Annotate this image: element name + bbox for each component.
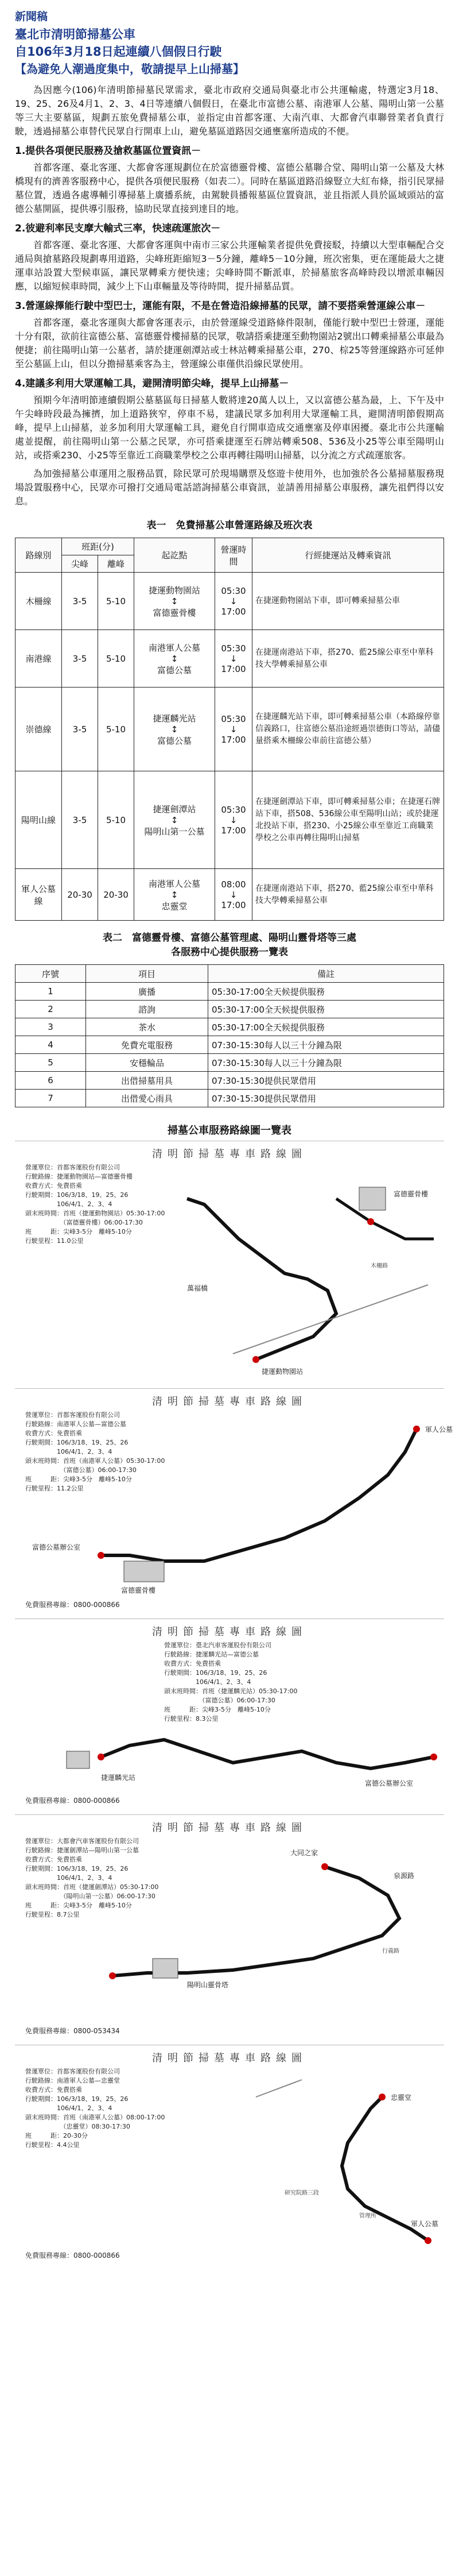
row-no: 1 xyxy=(15,983,86,1001)
section-2 xyxy=(15,222,444,293)
news-label: 新聞稿 xyxy=(15,10,48,23)
hours-cell xyxy=(215,869,252,921)
table1-caption: 表一 免費掃墓公車營運路線及班次表 xyxy=(146,520,313,531)
hours-cell xyxy=(215,630,252,688)
table-row xyxy=(15,1054,444,1072)
info-line: 行駛期間：106/3/18、19、25、26 xyxy=(164,1669,267,1677)
hours-end: 17:00 xyxy=(221,663,246,674)
map-label: 行義路 xyxy=(382,1948,399,1955)
info-line: 行駛里程：8.7公里 xyxy=(25,1911,80,1918)
stop-marker xyxy=(109,1972,116,1979)
info-line: 頭末班時間：首班（南港軍人公墓）08:00-17:00 xyxy=(25,2114,165,2121)
row-item: 廣播 xyxy=(86,983,208,1001)
info-line: 行駛期間：106/3/18、19、25、26 xyxy=(25,2095,129,2103)
col-hours: 營運時間 xyxy=(215,538,252,573)
service-hotline: 免費服務專線：0800-053434 xyxy=(25,2027,120,2035)
info-line: 行駛里程：11.2公里 xyxy=(25,1485,84,1492)
stop-marker xyxy=(98,1754,104,1760)
stop-start: 捷運劍潭站 xyxy=(153,804,196,814)
map-heading: 清明節掃墓專車路線圖 xyxy=(152,1822,307,1834)
service-hotline: 免費服務專線：0800-000866 xyxy=(25,2251,120,2260)
offpeak-headway: 5-10 xyxy=(98,771,134,869)
info-line: 106/4/1、2、3、4 xyxy=(164,1678,251,1686)
table-row xyxy=(15,869,444,921)
section-title: 1.提供各項便民服務及搶救墓區位置資訊－ xyxy=(15,145,201,157)
hours-start: 08:00 xyxy=(221,879,246,890)
hours-start: 05:30 xyxy=(221,643,246,654)
hours-cell xyxy=(215,573,252,630)
hours-cell xyxy=(215,688,252,771)
info-line: 收費方式：免費搭乘 xyxy=(25,1856,82,1863)
building-icon xyxy=(124,1561,164,1582)
info-line: 班 距：尖峰3-5分 離峰5-10分 xyxy=(25,1228,132,1235)
map-heading: 清明節掃墓專車路線圖 xyxy=(152,1148,307,1160)
row-note: 07:30-15:30每人以三十分鐘為限 xyxy=(208,1054,444,1072)
table-row xyxy=(15,1090,444,1107)
peak-headway: 3-5 xyxy=(62,688,98,771)
info-line: 行駛里程：4.4公里 xyxy=(25,2141,80,2149)
row-note: 07:30-15:30每人以三十分鐘為限 xyxy=(208,1036,444,1054)
info-line: 106/4/1、2、3、4 xyxy=(25,1448,112,1455)
row-no: 7 xyxy=(15,1090,86,1107)
stop-marker xyxy=(430,1754,437,1760)
route-map-muzha xyxy=(15,1141,444,1382)
route-name: 陽明山線 xyxy=(15,771,62,869)
col-item: 項目 xyxy=(86,965,208,983)
peak-headway: 20-30 xyxy=(62,869,98,921)
row-no: 5 xyxy=(15,1054,86,1072)
building-icon xyxy=(153,1959,178,1978)
row-item: 茶水 xyxy=(86,1018,208,1036)
stop-marker xyxy=(425,2237,431,2244)
info-line: 收費方式：免費搭乘 xyxy=(25,1182,82,1189)
info-line: 營運單位：大都會汽車客運股份有限公司 xyxy=(25,1837,139,1845)
info-line: 106/4/1、2、3、4 xyxy=(25,1874,112,1882)
map-label: 捷運動物園站 xyxy=(262,1368,304,1376)
hours-arrow: ↓ xyxy=(230,596,238,607)
map-label: 捷運麟光站 xyxy=(101,1774,136,1782)
stop-end: 富德公墓 xyxy=(157,665,192,675)
section-body: 預期今年清明節連續假期公墓墓區每日掃墓人數將達20萬人以上，又以富德公墓為最，上、下午及中午尖峰時段最為擁擠，加上道路狹窄，停車不易，建議民眾多加利用大眾運輸工具，避開清明節假期高峰，提早上山掃墓，並多加利用大眾運輸工具，避免自行開車造成交通壅塞及停車困擾。臺北市公共運輸處並提醒，前往陽明山第一公墓之民眾，亦可搭乘捷運至石牌站轉乘508、536及小25等公車至陽明山站，或搭乘230、小25等至靠近工商職業學校之公車再轉往陽明山掃墓，以分流之方式疏運旅客。 xyxy=(15,395,444,461)
map-heading: 清明節掃墓專車路線圖 xyxy=(152,1396,307,1408)
map-label: 富德靈骨樓 xyxy=(121,1586,156,1594)
stop-start: 捷運動物園站 xyxy=(148,585,200,596)
info-line: 106/4/1、2、3、4 xyxy=(25,2104,112,2112)
transfer-note: 在捷運南港站下車，搭270、藍25線公車至中華科技大學轉乘掃墓公車 xyxy=(252,869,444,921)
table-row xyxy=(15,771,444,869)
stop-arrow: ↕ xyxy=(170,724,178,735)
stop-end: 忠靈堂 xyxy=(161,901,188,912)
row-item: 安穩輪品 xyxy=(86,1054,208,1072)
service-center-table xyxy=(15,964,444,1107)
stop-end: 富德公墓 xyxy=(157,735,192,746)
hours-start: 05:30 xyxy=(221,804,246,815)
map-label: 管理所 xyxy=(359,2213,376,2219)
section-3 xyxy=(15,299,444,371)
row-note: 05:30-17:00全天候提供服務 xyxy=(208,1001,444,1018)
transfer-note: 在捷運動物園站下車，即可轉乘掃墓公車 xyxy=(252,573,444,630)
section-body: 首都客運、臺北客運、大都會客運與中南市三家公共運輸業者提供免費接駁，持續以大型車輛配合交通局與搶墓路段規劃專用道路，尖峰班距縮短3－5分鐘，離峰5－10分鐘，班次密集，更在運能最大之捷運車站設置大型候車區，讓民眾轉乘方便快速；尖峰時間不斷派車，於掃墓旅客高峰時段以增派車輛因應，以縮短候車時間，減少上下山車輛量及等待時間，提升掃墓品質。 xyxy=(15,240,444,292)
row-no: 6 xyxy=(15,1072,86,1090)
table-row xyxy=(15,1001,444,1018)
route-map-yangmingshan xyxy=(15,1814,444,2039)
section-1 xyxy=(15,144,444,216)
headline: 臺北市清明節掃墓公車 xyxy=(15,28,135,41)
map-label: 木柵路 xyxy=(371,1263,388,1269)
table-row xyxy=(15,630,444,688)
info-line: 行駛期間：106/3/18、19、25、26 xyxy=(25,1865,129,1872)
stops-cell xyxy=(134,869,215,921)
col-start: 起訖點 xyxy=(134,538,215,573)
map-label: 軍人公墓 xyxy=(425,1426,453,1434)
section-4 xyxy=(15,377,444,508)
map-info xyxy=(164,1641,336,1724)
section-title: 4.建議多利用大眾運輸工具，避開清明節尖峰，提早上山掃墓－ xyxy=(15,378,289,389)
info-line: 班 距：20-30分 xyxy=(25,2132,88,2139)
stop-arrow: ↕ xyxy=(170,653,178,664)
offpeak-headway: 5-10 xyxy=(98,688,134,771)
row-no: 3 xyxy=(15,1018,86,1036)
table-row xyxy=(15,1072,444,1090)
map-label: 泉源路 xyxy=(394,1872,415,1880)
info-line: 行駛路線：南港軍人公墓—忠靈堂 xyxy=(25,2077,120,2084)
row-no: 4 xyxy=(15,1036,86,1054)
date-line: 自106年3月18日起連續八個假日行駛 xyxy=(15,45,222,59)
route-line xyxy=(342,2097,428,2241)
info-line: 班 距：尖峰3-5分 離峰5-10分 xyxy=(25,1902,132,1909)
stop-arrow: ↕ xyxy=(170,814,178,825)
table-row xyxy=(15,1036,444,1054)
route-line xyxy=(101,1740,434,1768)
table-row xyxy=(15,1018,444,1036)
offpeak-headway: 5-10 xyxy=(98,630,134,688)
row-no: 2 xyxy=(15,1001,86,1018)
info-line: 行駛路線：捷運麟光站—富德公墓 xyxy=(164,1651,259,1658)
info-line: （富德靈骨樓）06:00-17:30 xyxy=(25,1219,143,1226)
info-line: 頭末班時間：首班（捷運麟光站）05:30-17:00 xyxy=(164,1687,298,1695)
info-line: 收費方式：免費搭乘 xyxy=(25,2086,82,2094)
table-row xyxy=(15,573,444,630)
service-hotline: 免費服務專線：0800-000866 xyxy=(25,1601,120,1609)
info-line: （陽明山第一公墓）06:00-17:30 xyxy=(25,1893,155,1900)
stop-marker xyxy=(252,1356,259,1363)
stop-marker xyxy=(321,1863,328,1870)
route-map-military-cemetery xyxy=(15,2045,444,2264)
table2-caption: 表二 富德靈骨樓、富德公墓管理處、陽明山靈骨塔等三處 xyxy=(103,932,356,944)
map-label: 陽明山靈骨塔 xyxy=(187,1981,229,1989)
map-label: 忠靈堂 xyxy=(391,2094,412,2102)
row-note: 05:30-17:00全天候提供服務 xyxy=(208,983,444,1001)
route-map-nangang xyxy=(15,1388,453,1613)
info-line: 行駛期間：106/3/18、19、25、26 xyxy=(25,1439,129,1446)
hours-start: 05:30 xyxy=(221,713,246,724)
route-name: 崇德線 xyxy=(15,688,62,771)
hours-end: 17:00 xyxy=(221,825,246,836)
offpeak-headway: 5-10 xyxy=(98,573,134,630)
col-note: 備註 xyxy=(208,965,444,983)
stops-cell xyxy=(134,630,215,688)
hours-cell xyxy=(215,771,252,869)
info-line: （忠靈堂）08:30-17:30 xyxy=(25,2123,130,2130)
stop-marker xyxy=(413,1426,420,1432)
route-line xyxy=(187,1199,336,1360)
info-line: 頭末班時間：首班（南港軍人公墓）05:30-17:00 xyxy=(25,1457,165,1465)
route-name: 南港線 xyxy=(15,630,62,688)
peak-headway: 3-5 xyxy=(62,573,98,630)
info-line: 行駛里程：8.3公里 xyxy=(164,1715,219,1723)
info-line: 班 距：尖峰3-5分 離峰5-10分 xyxy=(164,1706,271,1713)
col-note: 行經捷運站及轉乘資訊 xyxy=(252,538,444,573)
map-heading: 清明節掃墓專車路線圖 xyxy=(152,2052,307,2064)
map-label: 富德靈骨樓 xyxy=(394,1190,429,1198)
info-line: 班 距：尖峰3-5分 離峰5-10分 xyxy=(25,1476,132,1483)
building-icon xyxy=(67,1751,90,1768)
hours-arrow: ↓ xyxy=(230,653,238,664)
transfer-note: 在捷運麟光站下車，即可轉乘掃墓公車（本路線停靠信義路口，往富德公墓沿途經過崇德街口等站，請儘量搭乘木柵線公車前往富德公墓） xyxy=(252,688,444,771)
row-note: 07:30-15:30提供民眾借用 xyxy=(208,1090,444,1107)
transfer-note: 在捷運劍潭站下車，即可轉乘掃墓公車；在捷運石牌站下車，搭508、536線公車至陽明山站；或於捷運北投站下車，搭230、小25線公車至靠近工商職業學校之公車再轉往陽明山掃墓 xyxy=(252,771,444,869)
table-row xyxy=(15,688,444,771)
map-label: 萬福橋 xyxy=(187,1284,208,1292)
col-headway: 班距(分) xyxy=(62,538,134,555)
slogan: 【為避免人潮過度集中，敬請提早上山掃墓】 xyxy=(15,62,244,76)
info-line: 營運單位：首都客運股份有限公司 xyxy=(25,1411,120,1419)
col-peak: 尖峰 xyxy=(62,555,98,573)
stop-end: 陽明山第一公墓 xyxy=(144,826,205,837)
info-line: 收費方式：免費搭乘 xyxy=(164,1660,221,1667)
map-heading: 清明節掃墓專車路線圖 xyxy=(152,1626,307,1638)
transfer-note: 在捷運南港站下車，搭270、藍25線公車至中華科技大學轉乘掃墓公車 xyxy=(252,630,444,688)
maps-section-title: 掃墓公車服務路線圖一覽表 xyxy=(168,1125,291,1137)
map-info xyxy=(25,1411,197,1493)
route-schedule-table xyxy=(15,538,444,921)
info-line: 106/4/1、2、3、4 xyxy=(25,1200,112,1208)
info-line: 營運單位：首都客運股份有限公司 xyxy=(25,2068,120,2075)
road-line xyxy=(256,2080,302,2097)
map-info xyxy=(25,1837,197,1920)
stops-cell xyxy=(134,771,215,869)
offpeak-headway: 20-30 xyxy=(98,869,134,921)
hours-end: 17:00 xyxy=(221,606,246,617)
stop-arrow: ↕ xyxy=(170,889,178,900)
stop-arrow: ↕ xyxy=(170,596,178,607)
row-note: 05:30-17:00全天候提供服務 xyxy=(208,1018,444,1036)
hours-arrow: ↓ xyxy=(230,724,238,735)
section-body: 首都客運、臺北客運、大都會客運規劃位在於富德靈骨樓、富德公墓聯合堂、陽明山第一公墓及大林橋現有的濟善客服務中心，提供各項便民服務（如表二）。同時在墓區道路沿線豎立大紅布條，指引民眾掃墓位置，透過各處導輔引導掃墓上廣播系統，由駕駛員播報墓區位置資訊，並且指派人員於區域頭站的富德公墓開區，提供導引服務，協助民眾直接到達目的地。 xyxy=(15,162,444,214)
row-item: 出借掃墓用具 xyxy=(86,1072,208,1090)
section-body-continued: 為加強掃墓公車運用之服務品質，除民眾可於現場購票及悠遊卡使用外，也加強於各公墓掃墓服務現場設置服務中心，民眾亦可撥打交通局電話諮詢掃墓公車資訊，並請善用掃墓公車服務，讓先祖們得以安息。 xyxy=(15,468,444,507)
info-line: 行駛里程：11.0公里 xyxy=(25,1237,84,1245)
route-name: 軍人公墓線 xyxy=(15,869,62,921)
row-item: 出借愛心雨具 xyxy=(86,1090,208,1107)
info-line: 頭末班時間：首班（捷運劍潭站）05:30-17:00 xyxy=(25,1883,159,1891)
stops-cell xyxy=(134,573,215,630)
col-no: 序號 xyxy=(15,965,86,983)
route-map-linguang xyxy=(15,1619,444,1809)
route-name: 木柵線 xyxy=(15,573,62,630)
hours-arrow: ↓ xyxy=(230,814,238,825)
service-hotline: 免費服務專線：0800-000866 xyxy=(25,1797,120,1805)
hours-end: 17:00 xyxy=(221,734,246,745)
hours-end: 17:00 xyxy=(221,899,246,910)
peak-headway: 3-5 xyxy=(62,771,98,869)
map-label: 富德公墓辦公室 xyxy=(365,1779,414,1787)
info-line: 營運單位：首都客運股份有限公司 xyxy=(25,1164,120,1171)
map-label: 軍人公墓 xyxy=(411,2220,439,2228)
peak-headway: 3-5 xyxy=(62,630,98,688)
info-line: 行駛路線：捷運動物園站—富德靈骨樓 xyxy=(25,1173,133,1180)
stop-start: 南港軍人公墓 xyxy=(148,642,200,653)
stop-marker xyxy=(98,1552,104,1559)
stop-start: 南港軍人公墓 xyxy=(148,878,200,889)
hours-start: 05:30 xyxy=(221,585,246,596)
info-line: （富德公墓）06:00-17:30 xyxy=(164,1697,275,1704)
section-title: 2.彼避利率民支摩大輸式三率，快速疏運旅次－ xyxy=(15,223,221,234)
stops-cell xyxy=(134,688,215,771)
info-line: （富德公墓）06:00-17:30 xyxy=(25,1466,137,1474)
stop-end: 富德靈骨樓 xyxy=(153,607,196,618)
info-line: 行駛路線：南港軍人公墓—富德公墓 xyxy=(25,1420,126,1428)
section-title: 3.營運線擇能行駛中型巴士，運能有限，不是在營造沿線掃墓的民眾，請不要搭乘營運線公車－ xyxy=(15,300,426,312)
row-note: 07:30-15:30提供民眾借用 xyxy=(208,1072,444,1090)
info-line: 營運單位：臺北汽車客運股份有限公司 xyxy=(164,1642,271,1649)
row-item: 諮詢 xyxy=(86,1001,208,1018)
section-body: 首都客運，臺北客運與大都會客運表示，由於營運線受道路條件限制，僅能行駛中型巴士營運，運能十分有限，欲前往富德公墓、富德靈骨樓掃墓的民眾，敬請搭乘捷運至動物園站2號出口轉乘掃墓公車最為便捷；前往陽明山第一公墓者，請於捷運劍潭站或士林站轉乘掃墓公車，270、棕25等營運線路亦可延伸至公墓區上山，但以分擔掃墓乘客為主，營運線公車僅供沿線民眾使用。 xyxy=(15,317,444,369)
map-info xyxy=(25,2067,197,2150)
hours-arrow: ↓ xyxy=(230,889,238,900)
map-label: 研究院路三段 xyxy=(285,2190,319,2196)
map-label: 富德公墓辦公室 xyxy=(32,1543,81,1551)
map-info xyxy=(25,1163,197,1246)
col-route: 路線別 xyxy=(15,538,62,573)
info-line: 收費方式：免費搭乘 xyxy=(25,1430,82,1437)
stop-start: 捷運麟光站 xyxy=(153,713,196,724)
building-icon xyxy=(359,1187,386,1210)
table-row xyxy=(15,983,444,1001)
map-label: 大同之家 xyxy=(290,1849,318,1857)
table2-caption-line2: 各服務中心提供服務一覽表 xyxy=(171,947,288,958)
stop-marker xyxy=(379,2094,386,2100)
stop-marker xyxy=(367,1218,374,1225)
info-line: 頭末班時間：首班（捷運動物園站）05:30-17:00 xyxy=(25,1210,165,1217)
intro-paragraph: 為因應今(106)年清明節掃墓民眾需求，臺北市政府交通局與臺北市公共運輸處，特選定3月18、19、25、26及4月1、2、3、4日等連續八個假日，在臺北市富德公墓、南港軍人公墓、陽明山第一公墓等三大主要墓區，規劃五旅免費掃墓公車，並指定由首都客運、大南汽車、大都會汽車聯營業者負責行駛，透過掃墓公車替代民眾自行開車上山，避免墓區道路因交通壅塞所造成的不便。 xyxy=(15,84,444,137)
info-line: 行駛期間：106/3/18、19、25、26 xyxy=(25,1191,129,1199)
info-line: 行駛路線：捷運劍潭站—陽明山第一公墓 xyxy=(25,1847,139,1854)
row-item: 免費充電服務 xyxy=(86,1036,208,1054)
col-offpeak: 離峰 xyxy=(98,555,134,573)
